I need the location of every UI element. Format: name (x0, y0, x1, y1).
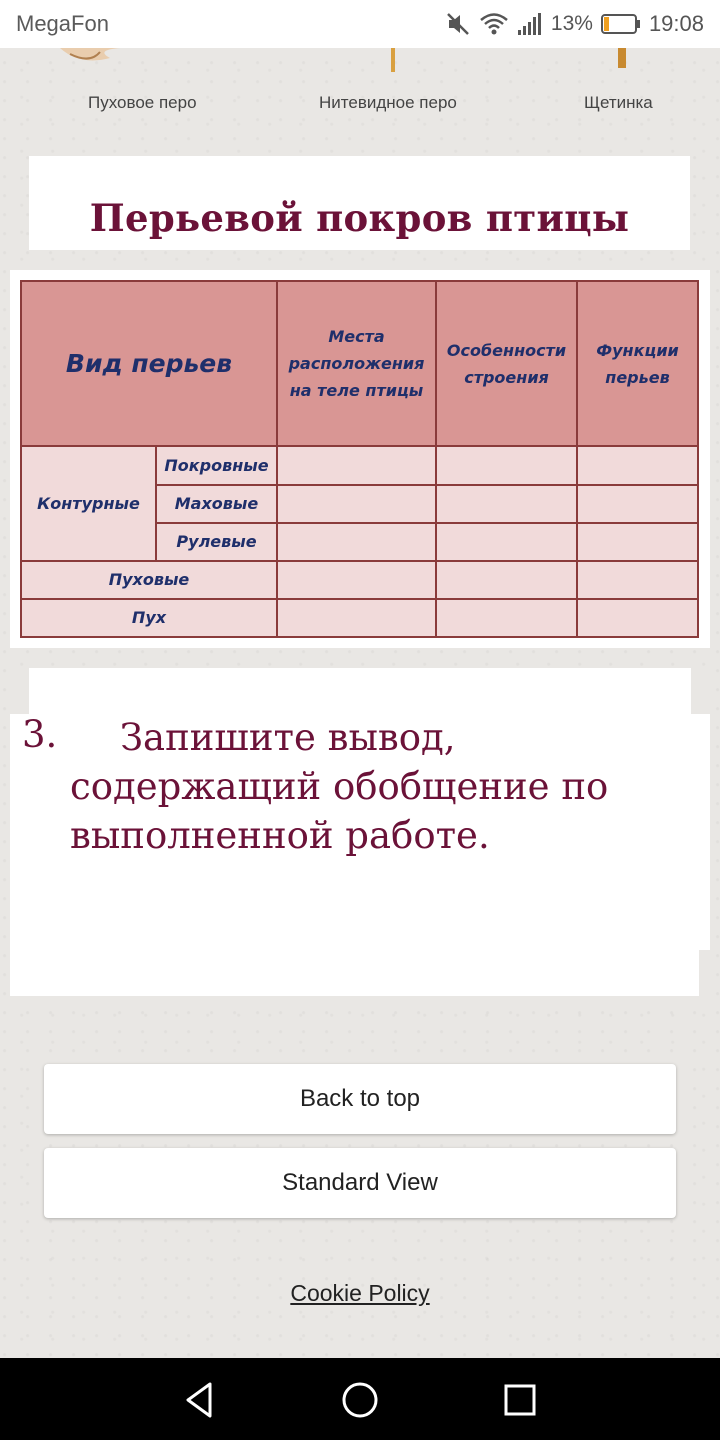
cookie-policy-link[interactable]: Cookie Policy (290, 1280, 430, 1306)
task-number: 3. (22, 713, 58, 756)
row-label: Маховые (156, 485, 277, 523)
page-title: Перьевой покров птицы (89, 196, 630, 240)
carrier-name: MegaFon (16, 11, 109, 36)
title-card (29, 156, 690, 250)
mute-icon (445, 11, 471, 37)
header-functions: Функции перьев (577, 281, 698, 446)
caption-down-feather: Пуховое перо (88, 93, 197, 112)
header-structure: Особенности строения (436, 281, 577, 446)
table-header-row (21, 281, 698, 446)
status-icons (445, 8, 704, 40)
table-cell[interactable] (277, 561, 436, 599)
status-bar (0, 0, 720, 48)
back-to-top-button[interactable]: Back to top (44, 1064, 676, 1134)
feather-illustration (0, 48, 720, 88)
feather-table-card (10, 270, 710, 648)
task-text: Запишите вывод, содержащий обобщение по выполненной работе. (70, 716, 609, 857)
navigation-bar (0, 1358, 720, 1440)
table-cell[interactable] (577, 561, 698, 599)
table-cell[interactable] (577, 523, 698, 561)
table-row (21, 561, 698, 599)
table-cell[interactable] (436, 446, 577, 484)
clock: 19:08 (648, 11, 704, 36)
caption-bristle: Щетинка (584, 93, 653, 112)
wifi-icon (479, 11, 509, 37)
card-corner (699, 950, 710, 996)
battery-percent: 13% (550, 12, 593, 35)
feather-table (20, 280, 699, 638)
back-icon[interactable] (178, 1378, 222, 1422)
table-row (21, 446, 698, 484)
table-cell[interactable] (277, 446, 436, 484)
battery-icon (601, 13, 641, 35)
table-cell[interactable] (277, 485, 436, 523)
table-cell[interactable] (577, 485, 698, 523)
signal-icon (517, 12, 543, 36)
home-icon[interactable] (338, 1378, 382, 1422)
table-cell[interactable] (436, 561, 577, 599)
recents-icon[interactable] (498, 1378, 542, 1422)
header-feather-type: Вид перьев (21, 281, 277, 446)
card-corner (10, 668, 29, 714)
table-cell[interactable] (277, 523, 436, 561)
group-contour: Контурные (21, 446, 156, 560)
row-label: Покровные (156, 446, 277, 484)
row-label: Пух (21, 599, 277, 637)
standard-view-button[interactable]: Standard View (44, 1148, 676, 1218)
task-card (10, 668, 710, 996)
table-row (21, 599, 698, 637)
table-cell[interactable] (436, 485, 577, 523)
card-corner (691, 668, 710, 714)
header-location: Места расположения на теле птицы (277, 281, 436, 446)
row-label: Рулевые (156, 523, 277, 561)
table-cell[interactable] (577, 446, 698, 484)
caption-filoplume: Нитевидное перо (319, 93, 457, 112)
feather-image-strip (0, 48, 720, 128)
table-cell[interactable] (436, 523, 577, 561)
row-label: Пуховые (21, 561, 277, 599)
table-cell[interactable] (436, 599, 577, 637)
table-cell[interactable] (277, 599, 436, 637)
table-cell[interactable] (577, 599, 698, 637)
